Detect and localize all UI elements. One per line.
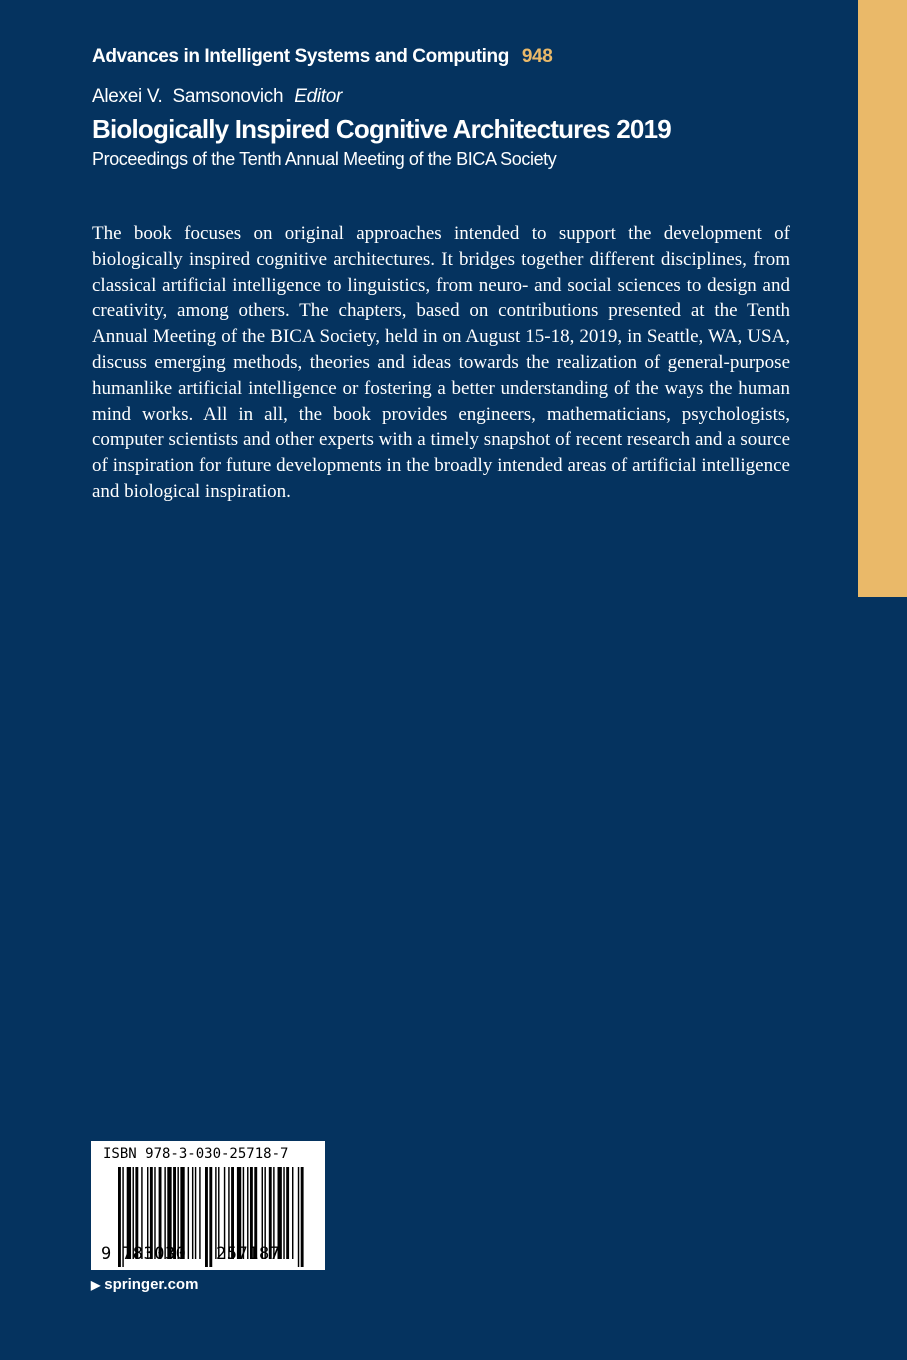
barcode-bar (192, 1167, 193, 1259)
barcode-bar (292, 1167, 293, 1259)
barcode-bar (298, 1167, 299, 1267)
series-header (92, 46, 552, 68)
barcode-bar (286, 1167, 289, 1259)
series-volume-number: 948 (521, 46, 553, 67)
editor-line (92, 86, 342, 108)
barcode-digits-left: 783030 (122, 1244, 187, 1264)
barcode-bar (118, 1167, 121, 1267)
isbn-label: ISBN 978-3-030-25718-7 (103, 1146, 289, 1162)
book-title: Biologically Inspired Cognitive Architectures 2019 (92, 114, 671, 144)
series-name: Advances in Intelligent Systems and Computing (92, 46, 509, 67)
barcode-bar (301, 1167, 304, 1267)
isbn-barcode (91, 1141, 325, 1270)
book-subtitle: Proceedings of the Tenth Annual Meeting of the BICA Society (92, 149, 557, 169)
editor-name: Alexei V. Samsonovich (92, 86, 284, 107)
editor-role: Editor (294, 86, 343, 107)
barcode-bar (199, 1167, 200, 1259)
publisher-url-text: springer.com (104, 1276, 199, 1293)
barcode-bar (195, 1167, 196, 1259)
barcode-bar (209, 1167, 212, 1267)
barcode-digits-right: 257187 (216, 1244, 281, 1264)
spine-color-strip (858, 0, 907, 597)
barcode-digit-first: 9 (101, 1244, 112, 1264)
barcode-bar (283, 1167, 284, 1259)
arrow-right-icon: ▶ (91, 1278, 101, 1292)
barcode-bar (205, 1167, 208, 1267)
book-description: The book focuses on original approaches intended to support the development of biologically inspired cognitive architectures. It bridges together different disciplines, from classical artificial intelligence to linguistics, from neuro- and social sciences to design and creativity, among others. The chapters, based on contributions presented at the Tenth Annual Meeting of the BICA Society, held in on August 15-18, 2019, in Seattle, WA, USA, discuss emerging methods, theories and ideas towards the realization of general-purpose humanlike artificial intelligence or fostering a better understanding of the ways the human mind works. All in all, the book provides engineers, mathematicians, psychologists, computer scientists and other experts with a timely snapshot of recent research and a source of inspiration for future developments in the broadly intended areas of artificial intelligence and biological inspiration. (92, 223, 790, 502)
publisher-link[interactable] (91, 1276, 198, 1293)
barcode-bar (188, 1167, 189, 1259)
